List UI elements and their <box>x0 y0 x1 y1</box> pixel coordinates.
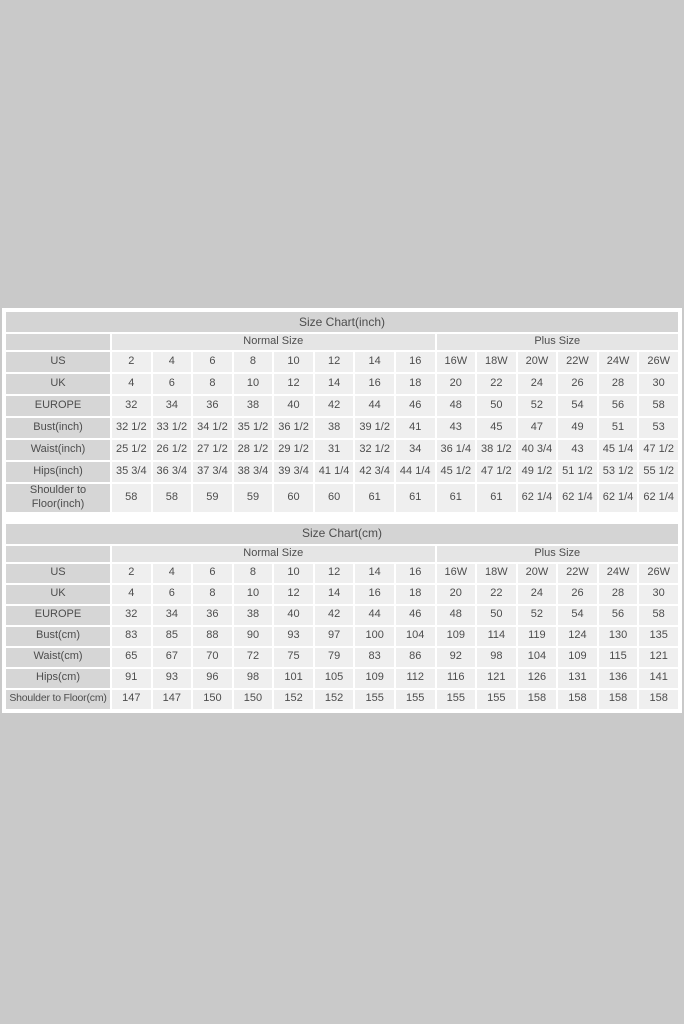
table-row <box>6 352 678 372</box>
size-value-cell: 10 <box>234 585 273 604</box>
size-value-cell: 34 <box>153 396 192 416</box>
size-value-cell: 8 <box>234 352 273 372</box>
group-header-row <box>6 546 678 562</box>
size-value-cell: 136 <box>599 669 638 688</box>
table-title: Size Chart(inch) <box>6 312 678 332</box>
table-row <box>6 669 678 688</box>
size-value-cell: 25 1/2 <box>112 440 151 460</box>
size-value-cell: 54 <box>558 396 597 416</box>
size-value-cell: 6 <box>153 585 192 604</box>
size-value-cell: 12 <box>315 352 354 372</box>
row-label: Waist(inch) <box>6 440 110 460</box>
size-value-cell: 38 3/4 <box>234 462 273 482</box>
size-value-cell: 40 <box>274 396 313 416</box>
size-value-cell: 58 <box>639 396 678 416</box>
size-value-cell: 90 <box>234 627 273 646</box>
size-value-cell: 109 <box>437 627 476 646</box>
size-value-cell: 141 <box>639 669 678 688</box>
size-value-cell: 40 3/4 <box>518 440 557 460</box>
size-value-cell: 35 3/4 <box>112 462 151 482</box>
row-label: EUROPE <box>6 606 110 625</box>
size-value-cell: 27 1/2 <box>193 440 232 460</box>
row-label: Shoulder to Floor(inch) <box>6 484 110 512</box>
size-value-cell: 93 <box>274 627 313 646</box>
size-value-cell: 36 1/4 <box>437 440 476 460</box>
size-value-cell: 22W <box>558 352 597 372</box>
size-value-cell: 38 <box>315 418 354 438</box>
size-value-cell: 147 <box>153 690 192 709</box>
size-value-cell: 97 <box>315 627 354 646</box>
group-header-plus-size: Plus Size <box>437 546 679 562</box>
size-value-cell: 48 <box>437 606 476 625</box>
size-value-cell: 10 <box>234 374 273 394</box>
size-value-cell: 33 1/2 <box>153 418 192 438</box>
row-label: EUROPE <box>6 396 110 416</box>
size-value-cell: 10 <box>274 564 313 583</box>
size-value-cell: 24 <box>518 374 557 394</box>
size-value-cell: 83 <box>112 627 151 646</box>
size-value-cell: 34 1/2 <box>193 418 232 438</box>
size-value-cell: 115 <box>599 648 638 667</box>
size-value-cell: 24W <box>599 352 638 372</box>
size-value-cell: 49 1/2 <box>518 462 557 482</box>
size-value-cell: 98 <box>234 669 273 688</box>
size-value-cell: 158 <box>558 690 597 709</box>
size-value-cell: 158 <box>639 690 678 709</box>
size-value-cell: 42 <box>315 606 354 625</box>
size-chart-inch-table <box>4 310 680 514</box>
size-value-cell: 18 <box>396 585 435 604</box>
size-value-cell: 50 <box>477 396 516 416</box>
size-value-cell: 46 <box>396 606 435 625</box>
size-value-cell: 40 <box>274 606 313 625</box>
table-row <box>6 418 678 438</box>
size-value-cell: 52 <box>518 396 557 416</box>
table-row <box>6 585 678 604</box>
size-value-cell: 22W <box>558 564 597 583</box>
size-value-cell: 26W <box>639 352 678 372</box>
size-chart-panel <box>2 308 682 713</box>
size-value-cell: 61 <box>355 484 394 512</box>
size-value-cell: 24W <box>599 564 638 583</box>
size-value-cell: 119 <box>518 627 557 646</box>
size-value-cell: 112 <box>396 669 435 688</box>
size-value-cell: 18W <box>477 352 516 372</box>
table-row <box>6 374 678 394</box>
size-value-cell: 158 <box>599 690 638 709</box>
size-value-cell: 56 <box>599 606 638 625</box>
size-value-cell: 91 <box>112 669 151 688</box>
size-value-cell: 45 1/4 <box>599 440 638 460</box>
size-value-cell: 83 <box>355 648 394 667</box>
size-value-cell: 109 <box>355 669 394 688</box>
size-value-cell: 36 <box>193 396 232 416</box>
size-value-cell: 47 <box>518 418 557 438</box>
size-value-cell: 105 <box>315 669 354 688</box>
size-value-cell: 85 <box>153 627 192 646</box>
size-value-cell: 50 <box>477 606 516 625</box>
size-value-cell: 46 <box>396 396 435 416</box>
size-value-cell: 93 <box>153 669 192 688</box>
size-value-cell: 6 <box>193 352 232 372</box>
size-value-cell: 62 1/4 <box>639 484 678 512</box>
size-value-cell: 131 <box>558 669 597 688</box>
size-value-cell: 16 <box>396 564 435 583</box>
size-value-cell: 4 <box>112 374 151 394</box>
size-value-cell: 4 <box>153 352 192 372</box>
row-label: Bust(cm) <box>6 627 110 646</box>
size-value-cell: 32 1/2 <box>355 440 394 460</box>
size-value-cell: 52 <box>518 606 557 625</box>
size-value-cell: 36 3/4 <box>153 462 192 482</box>
row-label: UK <box>6 585 110 604</box>
size-value-cell: 62 1/4 <box>558 484 597 512</box>
row-label: Shoulder to Floor(cm) <box>6 690 110 709</box>
size-value-cell: 32 <box>112 606 151 625</box>
size-value-cell: 60 <box>315 484 354 512</box>
size-value-cell: 43 <box>437 418 476 438</box>
size-value-cell: 150 <box>234 690 273 709</box>
size-value-cell: 79 <box>315 648 354 667</box>
size-value-cell: 44 <box>355 606 394 625</box>
corner-cell <box>6 546 110 562</box>
size-value-cell: 152 <box>274 690 313 709</box>
size-value-cell: 43 <box>558 440 597 460</box>
size-value-cell: 121 <box>477 669 516 688</box>
row-label: Bust(inch) <box>6 418 110 438</box>
size-value-cell: 104 <box>518 648 557 667</box>
size-value-cell: 16 <box>355 585 394 604</box>
size-value-cell: 4 <box>112 585 151 604</box>
size-value-cell: 158 <box>518 690 557 709</box>
size-value-cell: 70 <box>193 648 232 667</box>
size-value-cell: 22 <box>477 585 516 604</box>
size-value-cell: 86 <box>396 648 435 667</box>
size-value-cell: 147 <box>112 690 151 709</box>
table-row <box>6 484 678 512</box>
size-value-cell: 20 <box>437 585 476 604</box>
size-value-cell: 124 <box>558 627 597 646</box>
size-value-cell: 126 <box>518 669 557 688</box>
table-row <box>6 396 678 416</box>
size-value-cell: 38 <box>234 396 273 416</box>
size-value-cell: 58 <box>112 484 151 512</box>
size-value-cell: 96 <box>193 669 232 688</box>
size-value-cell: 12 <box>274 374 313 394</box>
table-row <box>6 690 678 709</box>
table-row <box>6 648 678 667</box>
size-value-cell: 8 <box>234 564 273 583</box>
size-value-cell: 28 <box>599 374 638 394</box>
group-header-normal-size: Normal Size <box>112 546 435 562</box>
size-value-cell: 59 <box>193 484 232 512</box>
size-value-cell: 4 <box>153 564 192 583</box>
size-value-cell: 8 <box>193 585 232 604</box>
size-value-cell: 62 1/4 <box>599 484 638 512</box>
size-value-cell: 55 1/2 <box>639 462 678 482</box>
size-value-cell: 35 1/2 <box>234 418 273 438</box>
size-value-cell: 39 1/2 <box>355 418 394 438</box>
size-value-cell: 59 <box>234 484 273 512</box>
size-value-cell: 36 1/2 <box>274 418 313 438</box>
size-value-cell: 45 <box>477 418 516 438</box>
size-value-cell: 155 <box>396 690 435 709</box>
size-value-cell: 53 1/2 <box>599 462 638 482</box>
size-chart-cm-table <box>4 522 680 711</box>
size-value-cell: 20W <box>518 352 557 372</box>
corner-cell <box>6 334 110 350</box>
size-value-cell: 10 <box>274 352 313 372</box>
size-value-cell: 24 <box>518 585 557 604</box>
size-value-cell: 53 <box>639 418 678 438</box>
size-value-cell: 14 <box>315 374 354 394</box>
size-value-cell: 36 <box>193 606 232 625</box>
size-value-cell: 41 <box>396 418 435 438</box>
size-value-cell: 6 <box>153 374 192 394</box>
size-value-cell: 14 <box>355 564 394 583</box>
size-value-cell: 60 <box>274 484 313 512</box>
size-value-cell: 41 1/4 <box>315 462 354 482</box>
size-value-cell: 16 <box>396 352 435 372</box>
size-value-cell: 28 1/2 <box>234 440 273 460</box>
size-value-cell: 34 <box>153 606 192 625</box>
size-value-cell: 48 <box>437 396 476 416</box>
group-header-plus-size: Plus Size <box>437 334 679 350</box>
size-value-cell: 101 <box>274 669 313 688</box>
row-label: US <box>6 352 110 372</box>
size-value-cell: 114 <box>477 627 516 646</box>
size-value-cell: 39 3/4 <box>274 462 313 482</box>
size-value-cell: 47 1/2 <box>477 462 516 482</box>
size-value-cell: 155 <box>437 690 476 709</box>
size-value-cell: 152 <box>315 690 354 709</box>
row-label: Hips(cm) <box>6 669 110 688</box>
size-value-cell: 51 1/2 <box>558 462 597 482</box>
size-value-cell: 109 <box>558 648 597 667</box>
table-row <box>6 462 678 482</box>
size-value-cell: 16W <box>437 564 476 583</box>
size-value-cell: 65 <box>112 648 151 667</box>
size-value-cell: 135 <box>639 627 678 646</box>
table-title-row <box>6 312 678 332</box>
size-value-cell: 6 <box>193 564 232 583</box>
size-value-cell: 38 1/2 <box>477 440 516 460</box>
size-value-cell: 75 <box>274 648 313 667</box>
size-value-cell: 62 1/4 <box>518 484 557 512</box>
size-value-cell: 12 <box>274 585 313 604</box>
size-value-cell: 49 <box>558 418 597 438</box>
size-value-cell: 26 1/2 <box>153 440 192 460</box>
size-value-cell: 72 <box>234 648 273 667</box>
size-value-cell: 14 <box>315 585 354 604</box>
size-value-cell: 44 1/4 <box>396 462 435 482</box>
table-row <box>6 627 678 646</box>
table-row <box>6 606 678 625</box>
size-value-cell: 29 1/2 <box>274 440 313 460</box>
size-value-cell: 44 <box>355 396 394 416</box>
size-value-cell: 28 <box>599 585 638 604</box>
size-value-cell: 155 <box>477 690 516 709</box>
table-title-row <box>6 524 678 544</box>
size-value-cell: 61 <box>477 484 516 512</box>
size-value-cell: 150 <box>193 690 232 709</box>
size-value-cell: 12 <box>315 564 354 583</box>
size-value-cell: 116 <box>437 669 476 688</box>
size-value-cell: 2 <box>112 564 151 583</box>
table-row <box>6 564 678 583</box>
size-value-cell: 37 3/4 <box>193 462 232 482</box>
size-value-cell: 58 <box>639 606 678 625</box>
size-value-cell: 51 <box>599 418 638 438</box>
size-value-cell: 38 <box>234 606 273 625</box>
size-value-cell: 130 <box>599 627 638 646</box>
size-value-cell: 54 <box>558 606 597 625</box>
size-value-cell: 47 1/2 <box>639 440 678 460</box>
size-value-cell: 61 <box>437 484 476 512</box>
size-value-cell: 98 <box>477 648 516 667</box>
size-value-cell: 121 <box>639 648 678 667</box>
size-value-cell: 2 <box>112 352 151 372</box>
size-value-cell: 88 <box>193 627 232 646</box>
size-value-cell: 20W <box>518 564 557 583</box>
size-value-cell: 92 <box>437 648 476 667</box>
size-value-cell: 155 <box>355 690 394 709</box>
size-value-cell: 18W <box>477 564 516 583</box>
size-value-cell: 18 <box>396 374 435 394</box>
size-value-cell: 100 <box>355 627 394 646</box>
size-value-cell: 22 <box>477 374 516 394</box>
table-row <box>6 440 678 460</box>
row-label: US <box>6 564 110 583</box>
row-label: Waist(cm) <box>6 648 110 667</box>
size-value-cell: 31 <box>315 440 354 460</box>
row-label: UK <box>6 374 110 394</box>
row-label: Hips(inch) <box>6 462 110 482</box>
size-value-cell: 20 <box>437 374 476 394</box>
size-value-cell: 16W <box>437 352 476 372</box>
size-value-cell: 42 3/4 <box>355 462 394 482</box>
size-value-cell: 14 <box>355 352 394 372</box>
size-value-cell: 26W <box>639 564 678 583</box>
size-value-cell: 58 <box>153 484 192 512</box>
size-value-cell: 26 <box>558 585 597 604</box>
size-value-cell: 30 <box>639 374 678 394</box>
table-title: Size Chart(cm) <box>6 524 678 544</box>
size-value-cell: 32 1/2 <box>112 418 151 438</box>
size-value-cell: 32 <box>112 396 151 416</box>
size-value-cell: 67 <box>153 648 192 667</box>
group-header-normal-size: Normal Size <box>112 334 435 350</box>
size-value-cell: 8 <box>193 374 232 394</box>
size-value-cell: 42 <box>315 396 354 416</box>
size-value-cell: 26 <box>558 374 597 394</box>
size-value-cell: 104 <box>396 627 435 646</box>
size-value-cell: 61 <box>396 484 435 512</box>
size-value-cell: 16 <box>355 374 394 394</box>
size-value-cell: 45 1/2 <box>437 462 476 482</box>
size-value-cell: 56 <box>599 396 638 416</box>
size-value-cell: 30 <box>639 585 678 604</box>
size-value-cell: 34 <box>396 440 435 460</box>
group-header-row <box>6 334 678 350</box>
